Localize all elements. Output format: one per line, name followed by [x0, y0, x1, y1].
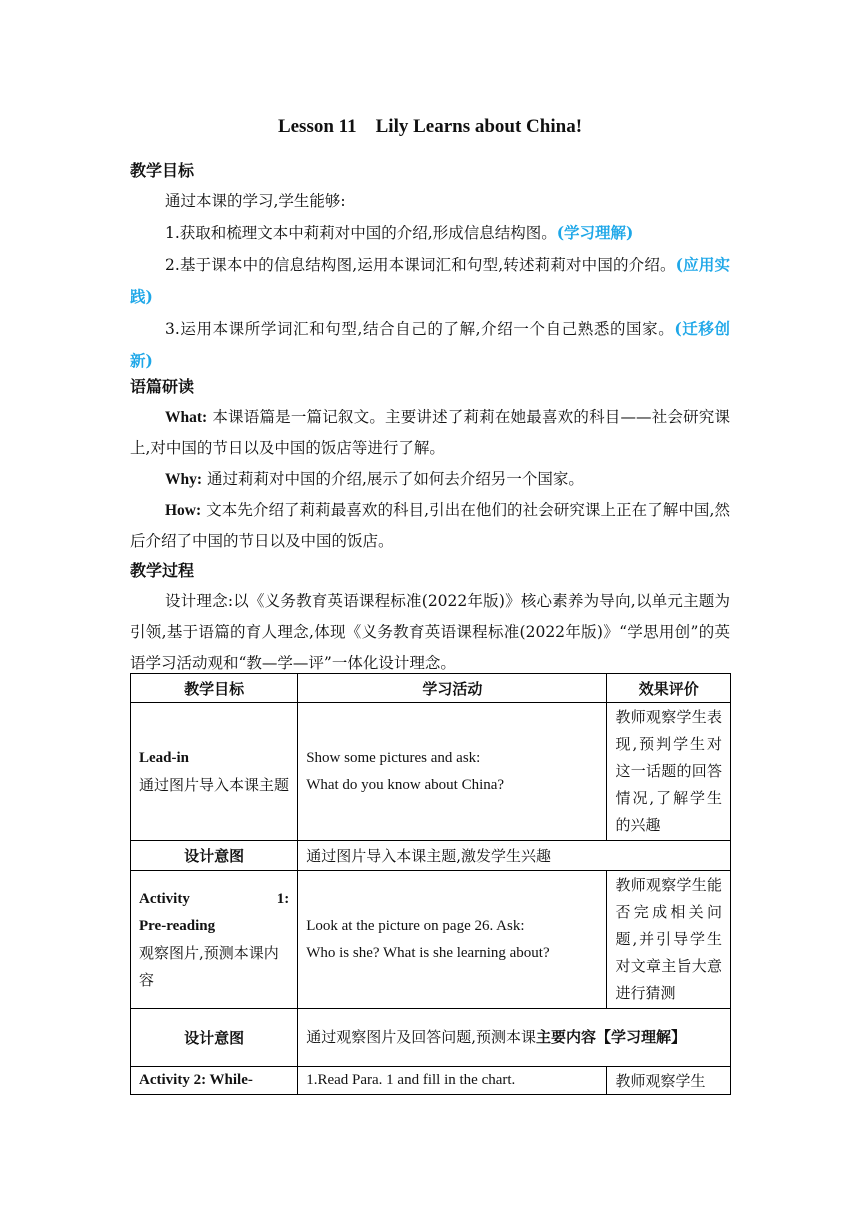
goal-text: 观察图片,预测本课内容: [139, 943, 279, 989]
table-row: [131, 871, 731, 1009]
goal-title: [139, 886, 289, 913]
design-concept: 设计理念:以《义务教育英语课程标准(2022年版)》核心素养为导向,以单元主题为引领,基于语篇的育人理念,体现《义务教育英语课程标准(2022年版)》“学思用创”的英语学习活动观和“教—学—评”一体化设计理念。: [130, 592, 730, 672]
objective-tag: (学习理解): [556, 223, 634, 242]
objective-tag: (迁移创新): [130, 319, 730, 370]
activity-line: What do you know about China?: [306, 776, 505, 793]
activity-line: Show some pictures and ask:: [306, 749, 481, 766]
intent-label-cell: 设计意图: [131, 841, 298, 871]
activity-line: Who is she? What is she learning about?: [306, 944, 550, 961]
goal-cell: [131, 871, 298, 1009]
objective-item-2: [130, 249, 730, 313]
intent-cell: [298, 1009, 731, 1067]
objective-tag: (应用实践): [130, 255, 730, 306]
objective-text: 3.运用本课所学词汇和句型,结合自己的了解,介绍一个自己熟悉的国家。: [165, 320, 675, 338]
header-activity: 学习活动: [298, 674, 607, 703]
activity-cell: 1.Read Para. 1 and fill in the chart.: [298, 1067, 607, 1095]
intent-label-cell: 设计意图: [131, 1009, 298, 1067]
process-heading: 教学过程: [130, 561, 195, 580]
objectives-heading: 教学目标: [130, 161, 195, 180]
objectives-intro: 通过本课的学习,学生能够:: [165, 192, 346, 210]
intent-text: 通过观察图片及回答问题,预测本课: [306, 1027, 536, 1046]
table-row: [131, 841, 731, 871]
reading-heading: 语篇研读: [130, 377, 195, 396]
table-row: [131, 1009, 731, 1067]
activity-line: Look at the picture on page 26. Ask:: [306, 917, 525, 934]
lesson-title: Lesson 11 Lily Learns about China!: [277, 116, 583, 137]
goal-title-part: Activity: [139, 890, 190, 907]
header-evaluation: 效果评价: [607, 674, 731, 703]
reading-what: [130, 402, 730, 464]
how-text: 文本先介绍了莉莉最喜欢的科目,引出在他们的社会研究课上正在了解中国,然后介绍了中国的节日以及中国的饭店。: [130, 501, 730, 550]
intent-emphasis: 主要内容【学习理解】: [535, 1029, 686, 1046]
evaluation-cell: 教师观察学生: [607, 1067, 731, 1095]
reading-why: [130, 464, 730, 495]
what-text: 本课语篇是一篇记叙文。主要讲述了莉莉在她最喜欢的科目——社会研究课上,对中国的节日以及中国的饭店等进行了解。: [130, 408, 730, 457]
goal-cell: [131, 703, 298, 841]
reading-how: [130, 495, 730, 557]
goal-title: Lead-in: [139, 749, 190, 766]
evaluation-cell: 教师观察学生能否完成相关问题,并引导学生对文章主旨大意进行猜测: [607, 871, 731, 1009]
evaluation-cell: 教师观察学生表现,预判学生对这一话题的回答情况,了解学生的兴趣: [607, 703, 731, 841]
process-section: [130, 555, 730, 679]
why-text: 通过莉莉对中国的介绍,展示了如何去介绍另一个国家。: [206, 470, 584, 488]
intent-cell: 通过图片导入本课主题,激发学生兴趣: [298, 841, 731, 871]
lesson-plan-table: [130, 673, 731, 1095]
objective-text: 1.获取和梳理文本中莉莉对中国的介绍,形成信息结构图。: [165, 224, 557, 242]
reading-section: [130, 371, 730, 557]
objective-item-1: [130, 217, 730, 249]
table-row: [131, 1067, 731, 1095]
table-header-row: [131, 674, 731, 703]
objectives-section: [130, 155, 730, 377]
why-label: Why:: [165, 471, 203, 488]
how-label: How:: [165, 502, 202, 519]
goal-cell: Activity 2: While-: [131, 1067, 298, 1095]
activity-cell: [298, 871, 607, 1009]
what-label: What:: [165, 409, 208, 426]
table-row: [131, 703, 731, 841]
objective-text: 2.基于课本中的信息结构图,运用本课词汇和句型,转述莉莉对中国的介绍。: [165, 256, 676, 274]
goal-text: 通过图片导入本课主题: [139, 775, 290, 794]
header-goal: 教学目标: [131, 674, 298, 703]
goal-title-part: 1:: [276, 890, 290, 907]
goal-subtitle: Pre-reading: [139, 917, 216, 934]
objective-item-3: [130, 313, 730, 377]
activity-cell: [298, 703, 607, 841]
